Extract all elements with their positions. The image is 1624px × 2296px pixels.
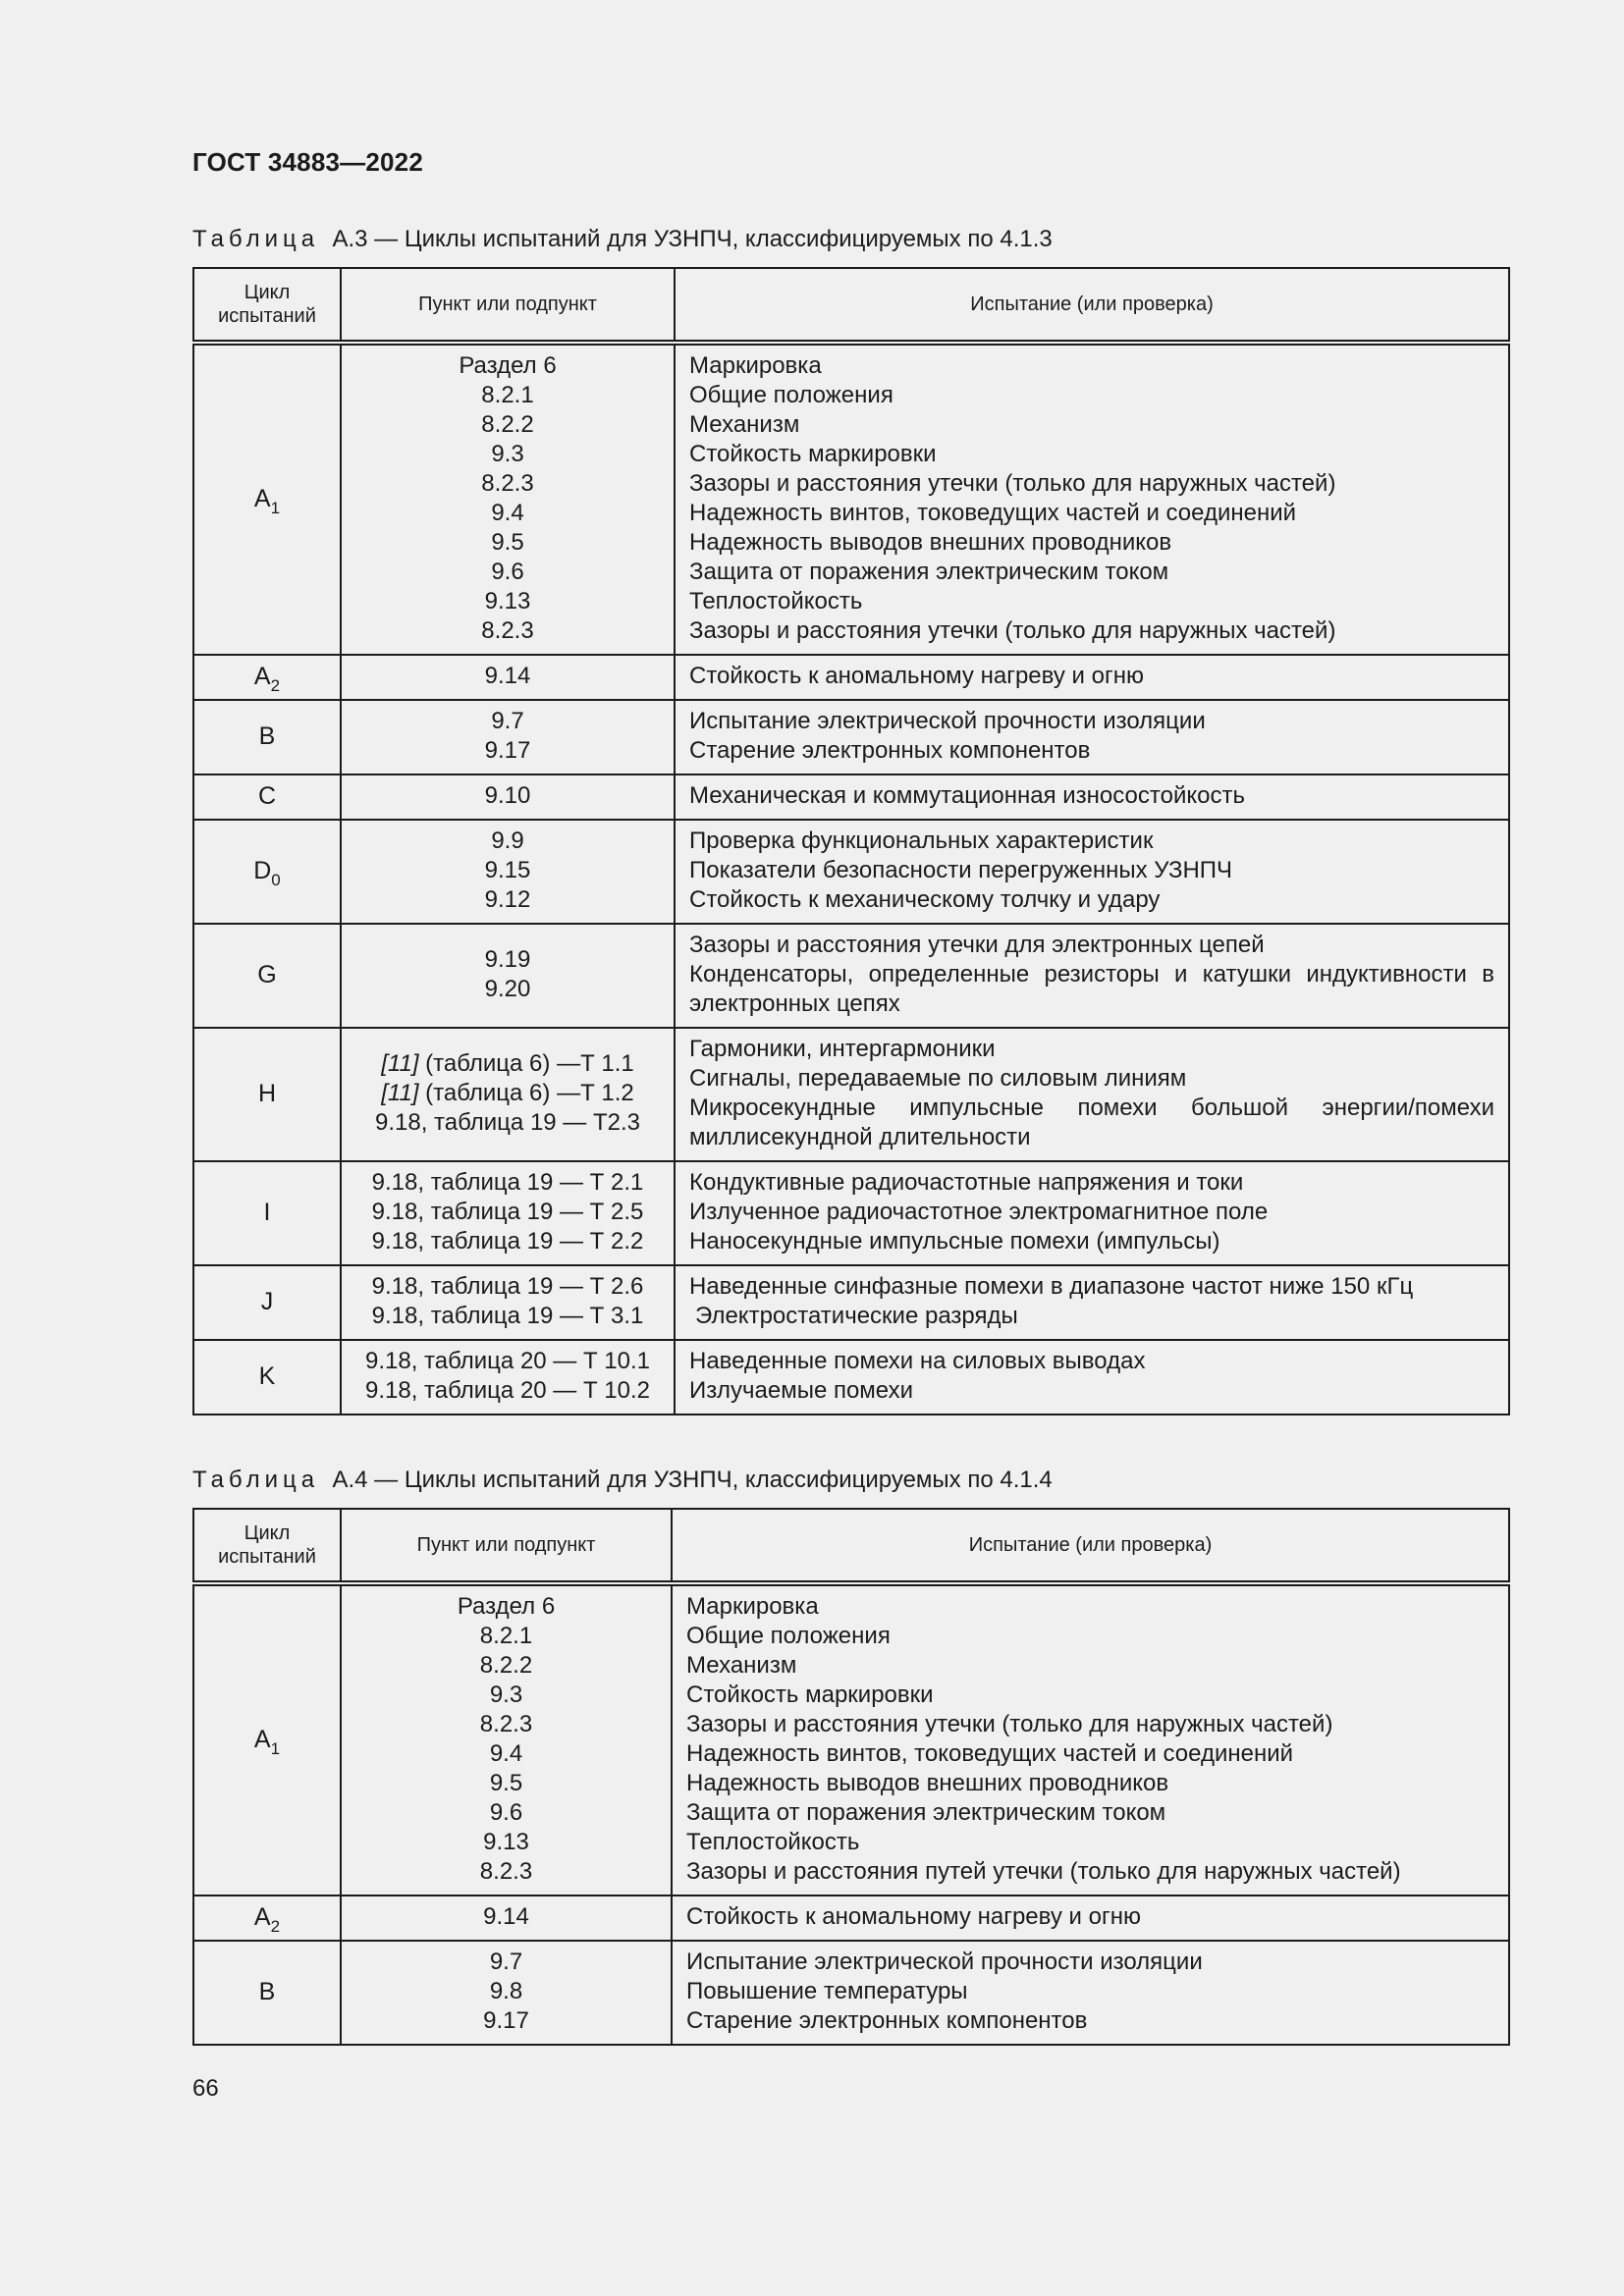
clause-line: 9.18, таблица 19 — Т 2.1 [371, 1169, 644, 1196]
clause-line: 8.2.1 [479, 1623, 533, 1649]
clause-text: (таблица 6) —Т 1.2 [418, 1080, 634, 1106]
test-line: Излученное радиочастотное электромагнитное поле [689, 1199, 1269, 1225]
clause-line: 9.7 [489, 1949, 523, 1975]
clause-line: 9.18, таблица 19 — Т 3.1 [371, 1303, 644, 1329]
table-a3-caption-text: А.3 — Циклы испытаний для УЗНПЧ, классифицируемых по 4.1.3 [332, 226, 1053, 252]
clause-line: 9.4 [491, 500, 524, 526]
clause-line: 9.5 [491, 529, 524, 556]
page-number: 66 [192, 2075, 219, 2102]
table-row [193, 700, 1509, 774]
cycle-label: H [257, 1080, 277, 1107]
test-line: Надежность винтов, токоведущих частей и соединений [686, 1740, 1294, 1767]
clause-cell [341, 1161, 675, 1265]
clause-line: 9.7 [491, 708, 524, 734]
test-line: Наведенные помехи на силовых выводах [689, 1348, 1146, 1374]
clause-line: 8.2.3 [481, 617, 534, 644]
cycle-label: A [253, 1726, 271, 1753]
clause-line: 9.4 [489, 1740, 523, 1767]
test-line: Излучаемые помехи [689, 1377, 914, 1404]
clause-cell [341, 343, 675, 655]
document-title: ГОСТ 34883—2022 [192, 147, 423, 177]
cycle-subscript: 2 [270, 1917, 281, 1936]
table-row [193, 774, 1509, 820]
clause-cell [341, 655, 675, 700]
cycle-cell [193, 1265, 341, 1340]
clause-line: 8.2.2 [479, 1652, 533, 1679]
clause-cell [341, 774, 675, 820]
test-cell [675, 1161, 1509, 1265]
clause-cell [341, 1265, 675, 1340]
reference-number: [11] [381, 1050, 419, 1077]
cycle-cell [193, 1161, 341, 1265]
clause-line: 9.18, таблица 19 — Т 2.5 [371, 1199, 644, 1225]
test-line: Общие положения [689, 382, 893, 408]
column-header-clause: Пункт или подпункт [341, 268, 675, 343]
cycle-label: A [253, 485, 271, 512]
cycle-cell [193, 820, 341, 924]
clause-line: 9.20 [484, 976, 531, 1002]
clause-line: 9.5 [489, 1770, 523, 1796]
clause-line: 8.2.3 [479, 1858, 533, 1885]
reference-number: [11] [381, 1080, 419, 1106]
clause-line: 9.3 [489, 1682, 523, 1708]
test-cell [675, 820, 1509, 924]
test-line: Наведенные синфазные помехи в диапазоне частот ниже 150 кГц [689, 1273, 1414, 1300]
column-header-cycle: Цикл испытаний [193, 268, 341, 343]
clause-line: 9.8 [489, 1978, 523, 2004]
clause-cell [341, 1896, 672, 1941]
clause-line: 9.15 [484, 857, 531, 883]
clause-line: 8.2.3 [479, 1711, 533, 1737]
table-a3-caption-word: Таблица [192, 226, 320, 252]
test-line: Электростатические разряды [695, 1303, 1018, 1329]
cycle-label: A [253, 1903, 271, 1931]
test-line: Кондуктивные радиочастотные напряжения и токи [689, 1169, 1244, 1196]
clause-line: 8.2.3 [481, 470, 534, 497]
test-line: Стойкость к аномальному нагреву и огню [689, 663, 1144, 689]
table-a3 [192, 267, 1510, 1415]
clause-line [355, 1108, 660, 1138]
test-cell [675, 700, 1509, 774]
table-a3-caption [192, 226, 1053, 253]
clause-line: 9.6 [489, 1799, 523, 1826]
clause-line [355, 1049, 660, 1079]
test-line: Зазоры и расстояния утечки (только для наружных частей) [689, 470, 1336, 497]
clause-line: 9.19 [484, 946, 531, 973]
cycle-cell [193, 1028, 341, 1161]
test-line: Надежность выводов внешних проводников [686, 1770, 1169, 1796]
clause-cell [341, 924, 675, 1028]
column-header-cycle: Цикл испытаний [193, 1509, 341, 1583]
table-a4-caption-text: А.4 — Циклы испытаний для УЗНПЧ, классифицируемых по 4.1.4 [332, 1467, 1053, 1493]
table-row [193, 1161, 1509, 1265]
test-line: Сигналы, передаваемые по силовым линиям [689, 1065, 1187, 1092]
table-row [193, 1265, 1509, 1340]
test-line: Зазоры и расстояния утечки (только для наружных частей) [689, 617, 1336, 644]
table-row [193, 1583, 1509, 1896]
cycle-subscript: 0 [271, 871, 281, 889]
test-cell [675, 1028, 1509, 1161]
clause-line: 9.10 [484, 782, 531, 809]
column-header-clause: Пункт или подпункт [341, 1509, 672, 1583]
cycle-cell [193, 1941, 341, 2045]
test-cell [675, 655, 1509, 700]
clause-line: 9.3 [491, 441, 524, 467]
test-cell [675, 924, 1509, 1028]
test-line: Надежность выводов внешних проводников [689, 529, 1172, 556]
test-line: Механизм [686, 1652, 797, 1679]
cycle-cell [193, 1583, 341, 1896]
clause-cell [341, 820, 675, 924]
cycle-subscript: 1 [270, 499, 281, 517]
test-line: Механизм [689, 411, 800, 438]
test-line: Механическая и коммутационная износостойкость [689, 782, 1245, 809]
test-line: Зазоры и расстояния утечки (только для наружных частей) [686, 1711, 1333, 1737]
clause-line: 9.17 [483, 2007, 529, 2034]
cycle-label: B [258, 1978, 276, 2005]
test-line: Старение электронных компонентов [689, 737, 1091, 764]
clause-line: 9.18, таблица 19 — Т 2.6 [371, 1273, 644, 1300]
test-line: Стойкость к аномальному нагреву и огню [686, 1903, 1141, 1930]
table-row [193, 1340, 1509, 1415]
test-line: Защита от поражения электрическим током [686, 1799, 1166, 1826]
cycle-label: K [258, 1362, 276, 1390]
test-line: Показатели безопасности перегруженных УЗНПЧ [689, 857, 1233, 883]
test-line: Защита от поражения электрическим током [689, 559, 1169, 585]
clause-line: 9.12 [484, 886, 531, 913]
clause-cell [341, 1583, 672, 1896]
test-line: Общие положения [686, 1623, 891, 1649]
test-line: Испытание электрической прочности изоляции [689, 708, 1206, 734]
table-row [193, 655, 1509, 700]
cycle-label: J [260, 1288, 274, 1315]
clause-line: 9.14 [483, 1903, 529, 1930]
clause-line: 9.17 [484, 737, 531, 764]
cycle-cell [193, 343, 341, 655]
table-a3-header-row [193, 268, 1509, 343]
clause-line: 9.9 [491, 828, 524, 854]
cycle-subscript: 2 [270, 676, 281, 695]
test-line: Конденсаторы, определенные резисторы и катушки индуктивности в электронных цепях [689, 961, 1494, 1017]
table-a4-caption-word: Таблица [192, 1467, 320, 1493]
table-a4-body [193, 1583, 1509, 2045]
test-line: Теплостойкость [686, 1829, 860, 1855]
clause-cell [341, 1028, 675, 1161]
clause-cell [341, 1941, 672, 2045]
clause-line: 8.2.1 [481, 382, 534, 408]
clause-line: 9.18, таблица 20 — Т 10.2 [364, 1377, 651, 1404]
test-cell [675, 774, 1509, 820]
test-line: Старение электронных компонентов [686, 2007, 1088, 2034]
clause-line: 9.6 [491, 559, 524, 585]
test-line: Стойкость маркировки [686, 1682, 934, 1708]
cycle-label: A [253, 663, 271, 690]
table-row [193, 343, 1509, 655]
cycle-subscript: 1 [270, 1739, 281, 1758]
clause-line: 9.18, таблица 19 — Т 2.2 [371, 1228, 644, 1255]
cycle-cell [193, 655, 341, 700]
table-row [193, 1896, 1509, 1941]
test-line: Микросекундные импульсные помехи большой энергии/помехи миллисекундной длительности [689, 1095, 1494, 1150]
test-cell [672, 1896, 1509, 1941]
test-line: Стойкость маркировки [689, 441, 937, 467]
cycle-label: I [263, 1199, 271, 1226]
cycle-label: B [258, 722, 276, 750]
column-header-test: Испытание (или проверка) [675, 268, 1509, 343]
test-line: Зазоры и расстояния утечки для электронных цепей [689, 932, 1265, 958]
test-cell [672, 1941, 1509, 2045]
cycle-cell [193, 774, 341, 820]
table-row [193, 820, 1509, 924]
clause-line [355, 1079, 660, 1108]
test-cell [675, 1265, 1509, 1340]
cycle-cell [193, 700, 341, 774]
column-header-test: Испытание (или проверка) [672, 1509, 1509, 1583]
clause-cell [341, 700, 675, 774]
table-row [193, 1028, 1509, 1161]
cycle-label: G [257, 961, 277, 988]
clause-text: (таблица 6) —Т 1.1 [418, 1050, 634, 1077]
clause-line: 8.2.2 [481, 411, 534, 438]
cycle-cell [193, 1340, 341, 1415]
test-line: Наносекундные импульсные помехи (импульсы) [689, 1228, 1220, 1255]
clause-line: 9.13 [483, 1829, 529, 1855]
test-line: Зазоры и расстояния путей утечки (только для наружных частей) [686, 1858, 1401, 1885]
test-line: Гармоники, интергармоники [689, 1036, 996, 1062]
table-a4-caption [192, 1467, 1053, 1494]
cycle-label: D [253, 857, 272, 884]
clause-line: 9.13 [484, 588, 531, 614]
test-line: Повышение температуры [686, 1978, 968, 2004]
table-a3-body [193, 343, 1509, 1415]
test-line: Маркировка [689, 352, 822, 379]
test-cell [675, 1340, 1509, 1415]
clause-cell [341, 1340, 675, 1415]
clause-line: 9.14 [484, 663, 531, 689]
clause-line: 9.18, таблица 20 — Т 10.1 [364, 1348, 651, 1374]
test-cell [675, 343, 1509, 655]
test-line: Теплостойкость [689, 588, 863, 614]
test-line: Надежность винтов, токоведущих частей и соединений [689, 500, 1297, 526]
test-line: Маркировка [686, 1593, 819, 1620]
clause-line: Раздел 6 [459, 352, 557, 379]
table-row [193, 1941, 1509, 2045]
table-row [193, 924, 1509, 1028]
test-line: Стойкость к механическому толчку и удару [689, 886, 1161, 913]
cycle-cell [193, 924, 341, 1028]
table-a4 [192, 1508, 1510, 2046]
clause-line: Раздел 6 [457, 1593, 556, 1620]
test-cell [672, 1583, 1509, 1896]
test-line: Проверка функциональных характеристик [689, 828, 1154, 854]
clause-text: 9.18, таблица 19 — Т2.3 [374, 1109, 640, 1136]
table-a4-header-row [193, 1509, 1509, 1583]
test-line: Испытание электрической прочности изоляции [686, 1949, 1203, 1975]
cycle-label: C [257, 782, 277, 810]
cycle-cell [193, 1896, 341, 1941]
